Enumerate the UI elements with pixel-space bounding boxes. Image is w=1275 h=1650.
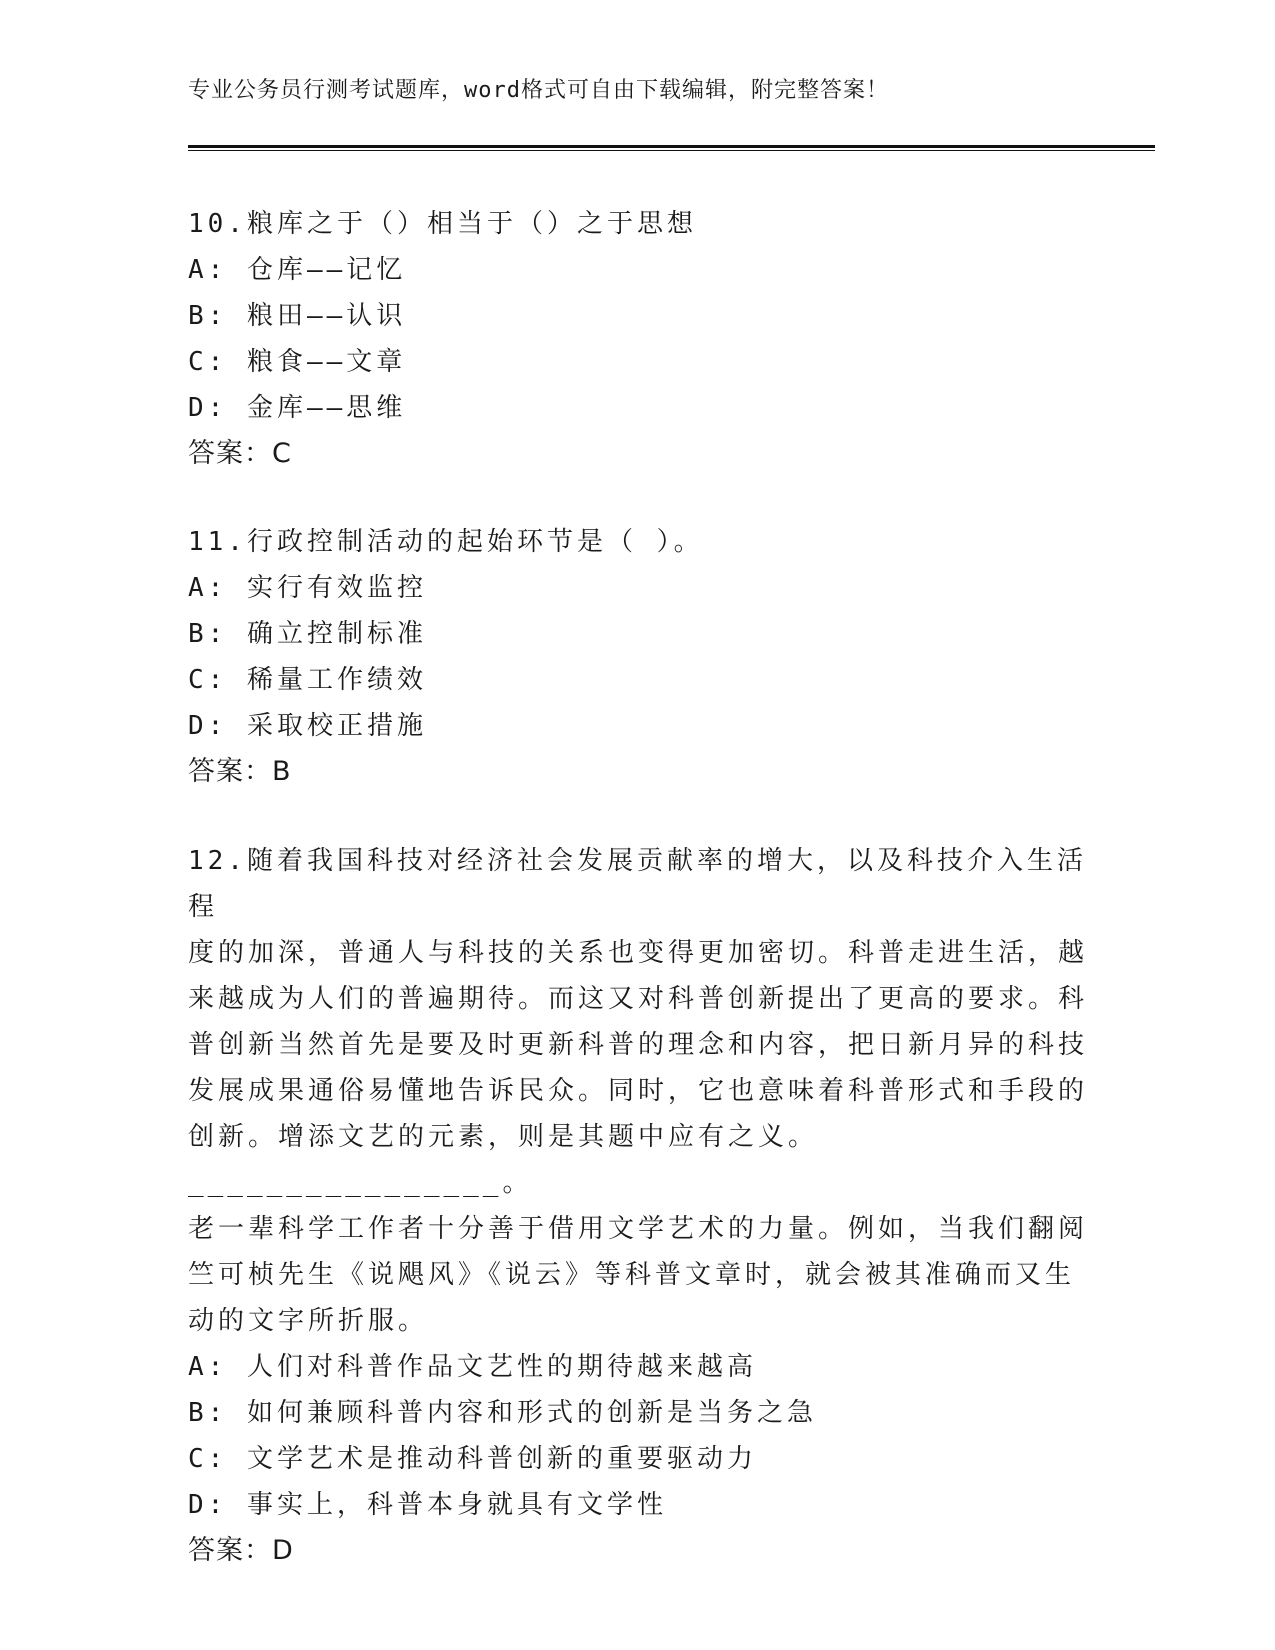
- option-b: B: 如何兼顾科普内容和形式的创新是当务之急: [188, 1398, 817, 1428]
- option-a: A: 实行有效监控: [188, 573, 427, 603]
- option-a: A: 人们对科普作品文艺性的期待越来越高: [188, 1352, 757, 1382]
- option-c: C: 粮食——文章: [188, 347, 407, 377]
- option-d: D: 采取校正措施: [188, 711, 427, 741]
- question-12: [188, 838, 1088, 1574]
- answer: 答案：C: [188, 438, 292, 469]
- option-d: D: 事实上，科普本身就具有文学性: [188, 1490, 667, 1520]
- option-c: C: 文学艺术是推动科普创新的重要驱动力: [188, 1444, 757, 1474]
- option-b: B: 确立控制标准: [188, 619, 427, 649]
- question-stem-line: 普创新当然首先是要及时更新科普的理念和内容，把日新月异的科技: [188, 1030, 1089, 1060]
- option-a: A: 仓库——记忆: [188, 255, 407, 285]
- header-divider-thin: [188, 150, 1155, 151]
- question-stem-line: 竺可桢先生《说飓风》《说云》等科普文章时，就会被其准确而又生: [188, 1260, 1076, 1290]
- answer: 答案：B: [188, 756, 292, 787]
- question-stem-line: 度的加深，普通人与科技的关系也变得更加密切。科普走进生活，越: [188, 938, 1089, 968]
- question-10: [188, 201, 1088, 477]
- answer: 答案：D: [188, 1535, 294, 1566]
- question-stem-line: 老一辈科学工作者十分善于借用文学艺术的力量。例如，当我们翻阅: [188, 1214, 1089, 1244]
- question-stem-line: 12.随着我国科技对经济社会发展贡献率的增大，以及科技介入生活程: [188, 846, 1087, 922]
- header-divider-thick: [188, 145, 1155, 148]
- option-c: C: 稀量工作绩效: [188, 665, 427, 695]
- question-11: [188, 519, 1088, 795]
- question-stem: 10.粮库之于（）相当于（）之于思想: [188, 209, 697, 239]
- question-stem-line: 动的文字所折服。: [188, 1306, 429, 1336]
- question-stem-line: 创新。增添文艺的元素，则是其题中应有之义。________________。: [188, 1122, 819, 1198]
- option-d: D: 金库——思维: [188, 393, 407, 423]
- page-header: 专业公务员行测考试题库，word格式可自由下载编辑，附完整答案！: [188, 78, 889, 103]
- question-stem: 11.行政控制活动的起始环节是（ ）。: [188, 527, 704, 557]
- question-stem-line: 发展成果通俗易懂地告诉民众。同时，它也意味着科普形式和手段的: [188, 1076, 1089, 1106]
- option-b: B: 粮田——认识: [188, 301, 407, 331]
- question-stem-line: 来越成为人们的普遍期待。而这又对科普创新提出了更高的要求。科: [188, 984, 1089, 1014]
